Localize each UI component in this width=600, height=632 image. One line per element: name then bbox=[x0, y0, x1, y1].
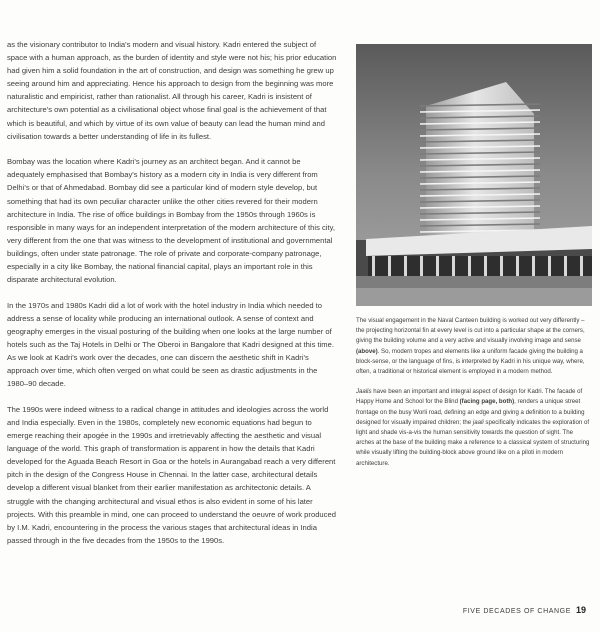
photo-caption bbox=[356, 316, 592, 469]
caption-ref-facing: (facing page, both) bbox=[459, 398, 515, 406]
page-number: 19 bbox=[575, 605, 586, 615]
podium-pillar bbox=[532, 256, 535, 276]
caption-text-2b: , renders a unique street frontage on the busy Worli road, defining an edge and giving a definition to a building designed for visually impaired children; the bbox=[356, 398, 585, 426]
podium-pillar bbox=[420, 256, 423, 276]
body-paragraph-1: as the visionary contributor to India's modern and visual history. Kadri entered the subject of space with a human approach, as the burden of identity and style were not his; his prior education had given him a solid foundation in the art of construction, and design was something he grew up seeing around him and appreciating. Hence his approach to design from the beginning was more naturalistic and empiricist, rather than rationalist. All through his career, Kadri is insistent of architecture's own potential as a civilisational object whose final goal is the achievement of that which is beautiful, and which by virtue of its own value of beauty can lead the human mind and civilisation towards a better understanding of life in its fullest. bbox=[7, 40, 337, 141]
caption-text-2a: have been an important and integral aspect of design for Kadri. The facade of Happy Home and School for the Blind bbox=[356, 388, 583, 406]
podium-pillar bbox=[580, 256, 583, 276]
caption-text-1: The visual engagement in the Naval Canteen building is worked out very differently – the projecting horizontal fin at every level is cut into a particular shape at the corners, giving the building volume and a very active and visually involving image and sense bbox=[356, 317, 585, 345]
caption-ref-above: (above) bbox=[356, 347, 378, 355]
page-footer bbox=[463, 605, 586, 615]
podium-pillar bbox=[564, 256, 567, 276]
body-paragraph-4: The 1990s were indeed witness to a radical change in attitudes and ideologies across the world and India especially. Even in the 1980s, completely new economic equations had begun to emerge reaching their apogée in the 1990s and irretrievably affecting the aesthetic and visual language of the world. This graph of transformation is apparent in how the details that Kadri developed for the Aguada Beach Resort in Goa or the hotels in Aurangabad reach a very different pitch in the design of the Congress House in Chennai. In the latter case, architectural details develop a different visual blanket from their earlier manifestation as architectonic details. A struggle with the changing architectural and visual ethos is also evident in some of his later projects. With this preamble in mind, one can proceed to understand the oeuvre of work produced by I.M. Kadri, encountering in the process the various stages that architectural ideas in India passed through in the five decades from the 1950s to the 1990s. bbox=[7, 404, 336, 545]
podium-pillar bbox=[516, 256, 519, 276]
caption-term-jaalis: Jaalis bbox=[356, 388, 372, 396]
podium-pillar bbox=[484, 256, 487, 276]
main-text-column bbox=[7, 38, 338, 559]
body-paragraph-2: Bombay was the location where Kadri's journey as an architect began. And it cannot be adequately emphasised that Bombay's history as a modern city in India is very different from Delhi's or that of Ahmedabad. Bombay did see a particular kind of modern style develop, but something that had its own peculiar character unlike the other cities revered for their modern architecture in India. The rise of office buildings in Bombay from the 1950s through 1960s is responsible in many ways for an independent interpretation of the modern architecture of this city, very different from the one that was witness to the development of institutional and governmental buildings, often under state patronage. The role of private and corporate-company patronage, especially in a city like Bombay, the national financial capital, plays an important role in this disparate architectural evolution. bbox=[7, 157, 335, 285]
caption-paragraph-2 bbox=[356, 387, 592, 469]
podium-pillar bbox=[452, 256, 455, 276]
podium-pillar bbox=[436, 256, 439, 276]
podium-pillar bbox=[372, 256, 375, 276]
podium-pillar bbox=[500, 256, 503, 276]
caption-text-2c: specifically indicates the exploration of light and shade vis-a-vis the human sensitivity towards the question of sight. The arches at the base of the building make a reference to a classical system of structuring while visually lifting the building-block above ground like on a piloti in modern architecture. bbox=[356, 418, 590, 467]
caption-term-jaali: jaali bbox=[472, 418, 484, 426]
naval-canteen-building-photo bbox=[356, 44, 592, 306]
podium-pillar bbox=[468, 256, 471, 276]
running-footer-title: FIVE DECADES OF CHANGE bbox=[462, 608, 571, 615]
podium-pillar bbox=[404, 256, 407, 276]
caption-paragraph-1 bbox=[356, 316, 592, 377]
podium-pillar bbox=[548, 256, 551, 276]
body-paragraph-3: In the 1970s and 1980s Kadri did a lot of work with the hotel industry in India which needed to address a sense of locality while producing an international outlook. A sense of context and geography emerges in the visual posturing of the building when one looks at the large number of hotels such as the Taj Hotels in Delhi or The Oberoi in Bangalore that Kadri designed at this time. As we look at Kadri's work over the decades, one can discern the aesthetic shift in Kadri's approach over time, which often verged on what could be seen as drastic adjustments in the 1980–90 decade. bbox=[7, 300, 335, 389]
sidebar-column bbox=[356, 44, 592, 479]
podium-pillar bbox=[388, 256, 391, 276]
caption-text-1b: . So, modern tropes and elements like a uniform facade giving the building a block-sense, or the language of fins, is interpreted by Kadri in his unique way, where, often, a traditional or historical element is employed in a modern method. bbox=[356, 347, 585, 376]
